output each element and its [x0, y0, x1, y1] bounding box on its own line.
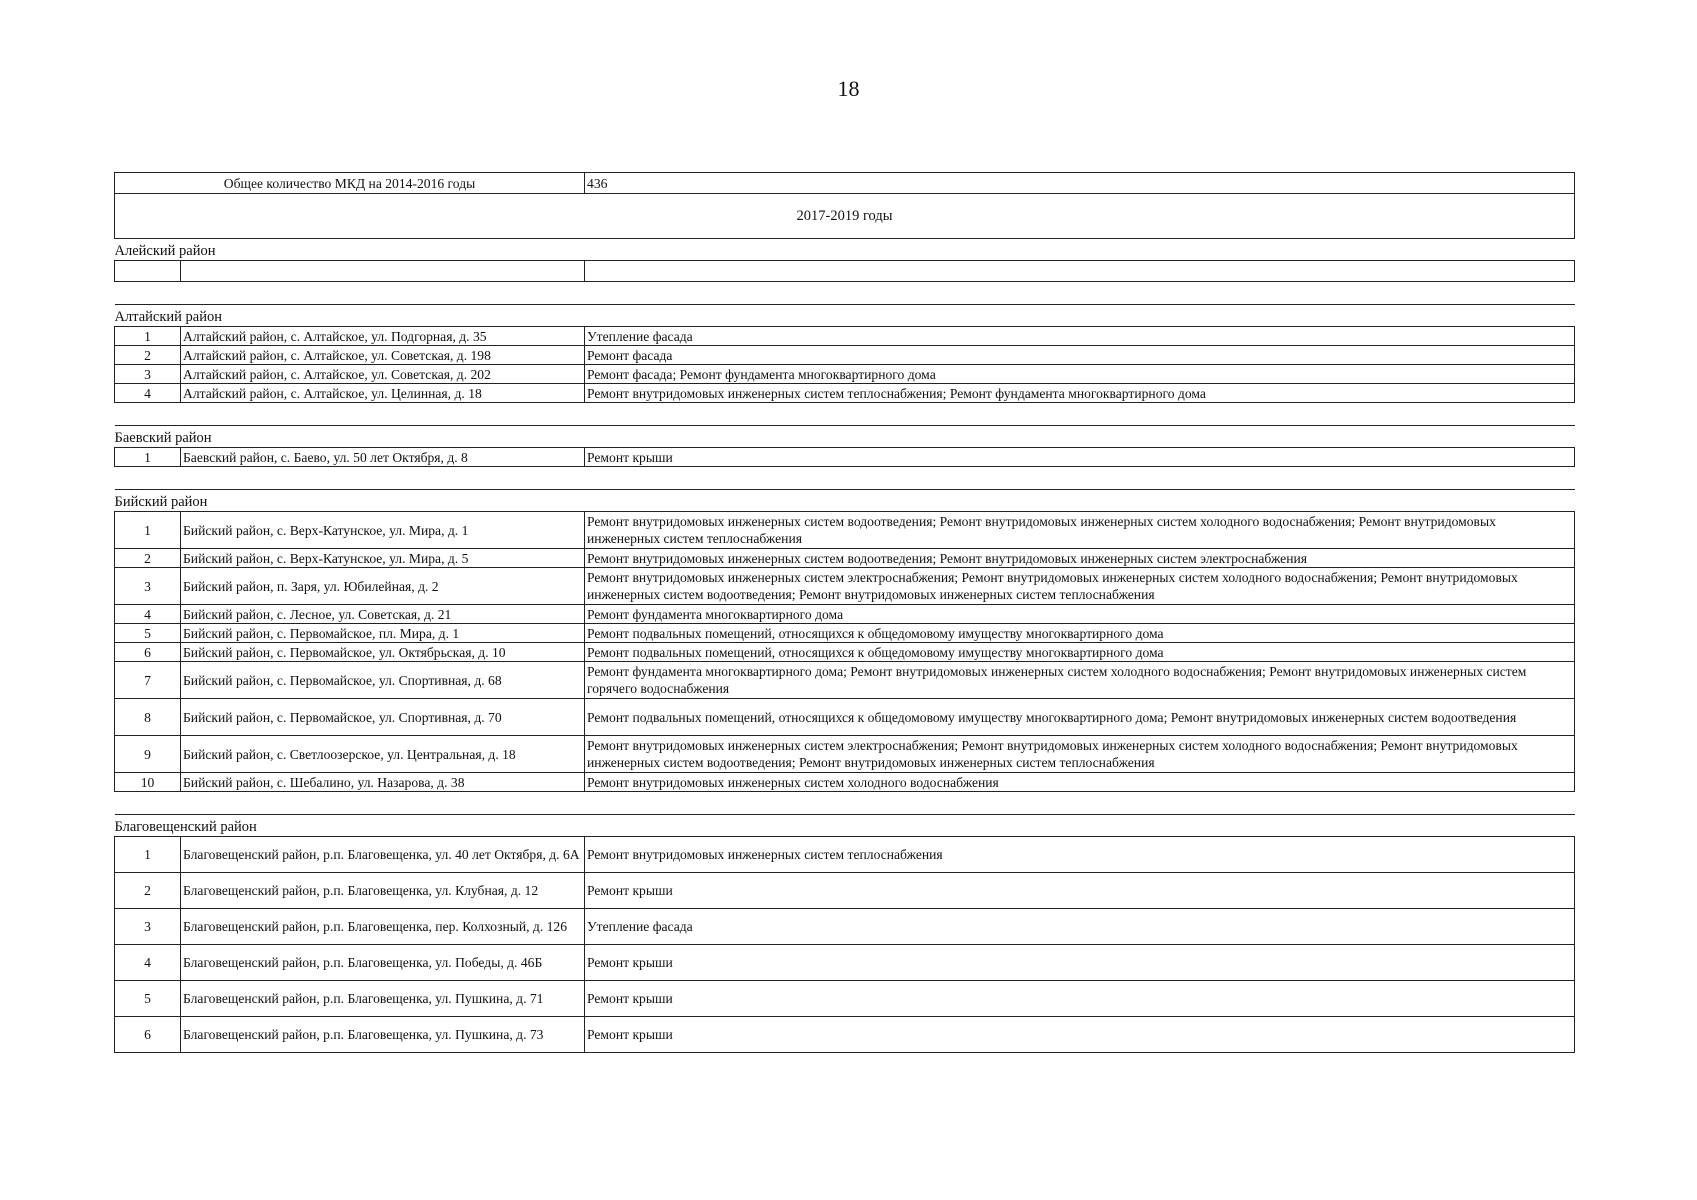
- district-name: Благовещенский район: [115, 815, 1575, 837]
- table-row: [115, 327, 1575, 346]
- table-row: [115, 261, 1575, 282]
- table-row: [115, 643, 1575, 662]
- table-row: [115, 549, 1575, 568]
- row-address: Алтайский район, с. Алтайское, ул. Советская, д. 202: [181, 365, 585, 384]
- row-address: Бийский район, с. Первомайское, ул. Октябрьская, д. 10: [181, 643, 585, 662]
- row-address: Бийский район, с. Верх-Катунское, ул. Мира, д. 5: [181, 549, 585, 568]
- period-heading: 2017-2019 годы: [115, 194, 1575, 239]
- row-number: 8: [115, 699, 181, 736]
- table-row: [115, 512, 1575, 549]
- row-work: Ремонт подвальных помещений, относящихся к общедомовому имуществу многоквартирного дома: [585, 643, 1575, 662]
- district-name: Бийский район: [115, 490, 1575, 512]
- table-row: [115, 448, 1575, 467]
- row-work: [585, 261, 1575, 282]
- district-name: Алейский район: [115, 239, 1575, 261]
- district-heading: [115, 815, 1575, 837]
- table-row: [115, 568, 1575, 605]
- row-work: Ремонт внутридомовых инженерных систем электроснабжения; Ремонт внутридомовых инженерных систем холодного водоснабжения; Ремонт внутридомовых инженерных систем водоотведения; Ремонт внутридомовых инженерных систем теплоснабжения: [585, 736, 1575, 773]
- table-row: [115, 981, 1575, 1017]
- row-address: Бийский район, п. Заря, ул. Юбилейная, д. 2: [181, 568, 585, 605]
- table-row: [115, 624, 1575, 643]
- row-address: Баевский район, с. Баево, ул. 50 лет Октября, д. 8: [181, 448, 585, 467]
- period-heading-row: [115, 194, 1575, 239]
- row-address: Бийский район, с. Первомайское, ул. Спортивная, д. 70: [181, 699, 585, 736]
- row-address: Алтайский район, с. Алтайское, ул. Подгорная, д. 35: [181, 327, 585, 346]
- table-row: [115, 662, 1575, 699]
- summary-value: 436: [585, 173, 1575, 194]
- row-address: Благовещенский район, р.п. Благовещенка, ул. Победы, д. 46Б: [181, 945, 585, 981]
- row-number: 5: [115, 624, 181, 643]
- row-work: Ремонт фундамента многоквартирного дома: [585, 605, 1575, 624]
- table-row: [115, 365, 1575, 384]
- row-work: Ремонт внутридомовых инженерных систем теплоснабжения: [585, 837, 1575, 873]
- row-address: Бийский район, с. Верх-Катунское, ул. Мира, д. 1: [181, 512, 585, 549]
- row-number: 9: [115, 736, 181, 773]
- row-work: Ремонт фасада; Ремонт фундамента многоквартирного дома: [585, 365, 1575, 384]
- row-work: Ремонт внутридомовых инженерных систем электроснабжения; Ремонт внутридомовых инженерных систем холодного водоснабжения; Ремонт внутридомовых инженерных систем водоотведения; Ремонт внутридомовых инженерных систем теплоснабжения: [585, 568, 1575, 605]
- table-row: [115, 346, 1575, 365]
- row-number: 6: [115, 643, 181, 662]
- row-work: Ремонт внутридомовых инженерных систем водоотведения; Ремонт внутридомовых инженерных систем холодного водоснабжения; Ремонт внутридомовых инженерных систем теплоснабжения: [585, 512, 1575, 549]
- row-address: Бийский район, с. Шебалино, ул. Назарова, д. 38: [181, 773, 585, 792]
- spacer: [115, 403, 1575, 426]
- row-number: 3: [115, 365, 181, 384]
- row-address: Алтайский район, с. Алтайское, ул. Целинная, д. 18: [181, 384, 585, 403]
- spacer: [115, 792, 1575, 815]
- table-row: [115, 945, 1575, 981]
- table-row: [115, 384, 1575, 403]
- row-work: Ремонт крыши: [585, 873, 1575, 909]
- row-address: Бийский район, с. Первомайское, пл. Мира, д. 1: [181, 624, 585, 643]
- row-number: 2: [115, 873, 181, 909]
- row-work: Ремонт подвальных помещений, относящихся к общедомовому имуществу многоквартирного дома; Ремонт внутридомовых инженерных систем водоотведения: [585, 699, 1575, 736]
- row-work: Ремонт крыши: [585, 448, 1575, 467]
- table-row: [115, 1017, 1575, 1053]
- table-row: [115, 605, 1575, 624]
- district-heading: [115, 490, 1575, 512]
- table-row: [115, 699, 1575, 736]
- row-number: 4: [115, 384, 181, 403]
- district-heading: [115, 305, 1575, 327]
- summary-label: Общее количество МКД на 2014-2016 годы: [115, 173, 585, 194]
- district-name: Баевский район: [115, 426, 1575, 448]
- table-row: [115, 873, 1575, 909]
- row-address: Благовещенский район, р.п. Благовещенка, ул. Клубная, д. 12: [181, 873, 585, 909]
- row-number: 1: [115, 512, 181, 549]
- table-row: [115, 736, 1575, 773]
- row-work: Ремонт крыши: [585, 945, 1575, 981]
- row-work: Ремонт внутридомовых инженерных систем теплоснабжения; Ремонт фундамента многоквартирного дома: [585, 384, 1575, 403]
- district-heading: [115, 239, 1575, 261]
- row-address: Благовещенский район, р.п. Благовещенка, ул. Пушкина, д. 71: [181, 981, 585, 1017]
- row-work: Ремонт фундамента многоквартирного дома; Ремонт внутридомовых инженерных систем холодного водоснабжения; Ремонт внутридомовых инженерных систем горячего водоснабжения: [585, 662, 1575, 699]
- row-number: 3: [115, 568, 181, 605]
- row-number: 3: [115, 909, 181, 945]
- row-address: Благовещенский район, р.п. Благовещенка, пер. Колхозный, д. 126: [181, 909, 585, 945]
- table-row: [115, 773, 1575, 792]
- row-address: [181, 261, 585, 282]
- table-row: [115, 909, 1575, 945]
- row-number: [115, 261, 181, 282]
- row-number: 1: [115, 448, 181, 467]
- district-heading: [115, 426, 1575, 448]
- summary-row: [115, 173, 1575, 194]
- page-number: 18: [837, 76, 860, 101]
- spacer: [115, 282, 1575, 305]
- row-number: 10: [115, 773, 181, 792]
- row-number: 5: [115, 981, 181, 1017]
- row-work: Утепление фасада: [585, 909, 1575, 945]
- row-address: Бийский район, с. Светлоозерское, ул. Центральная, д. 18: [181, 736, 585, 773]
- row-number: 2: [115, 346, 181, 365]
- table-row: [115, 837, 1575, 873]
- row-work: Ремонт внутридомовых инженерных систем водоотведения; Ремонт внутридомовых инженерных систем электроснабжения: [585, 549, 1575, 568]
- row-address: Алтайский район, с. Алтайское, ул. Советская, д. 198: [181, 346, 585, 365]
- row-number: 2: [115, 549, 181, 568]
- district-name: Алтайский район: [115, 305, 1575, 327]
- row-number: 7: [115, 662, 181, 699]
- row-number: 4: [115, 605, 181, 624]
- row-number: 6: [115, 1017, 181, 1053]
- row-work: Утепление фасада: [585, 327, 1575, 346]
- row-work: Ремонт крыши: [585, 1017, 1575, 1053]
- row-address: Благовещенский район, р.п. Благовещенка, ул. Пушкина, д. 73: [181, 1017, 585, 1053]
- spacer: [115, 467, 1575, 490]
- row-address: Бийский район, с. Лесное, ул. Советская, д. 21: [181, 605, 585, 624]
- row-address: Благовещенский район, р.п. Благовещенка, ул. 40 лет Октября, д. 6А: [181, 837, 585, 873]
- row-number: 1: [115, 327, 181, 346]
- housing-repair-table: [114, 172, 1575, 1053]
- row-work: Ремонт крыши: [585, 981, 1575, 1017]
- row-work: Ремонт внутридомовых инженерных систем холодного водоснабжения: [585, 773, 1575, 792]
- row-work: Ремонт фасада: [585, 346, 1575, 365]
- row-number: 4: [115, 945, 181, 981]
- row-number: 1: [115, 837, 181, 873]
- row-work: Ремонт подвальных помещений, относящихся к общедомовому имуществу многоквартирного дома: [585, 624, 1575, 643]
- row-address: Бийский район, с. Первомайское, ул. Спортивная, д. 68: [181, 662, 585, 699]
